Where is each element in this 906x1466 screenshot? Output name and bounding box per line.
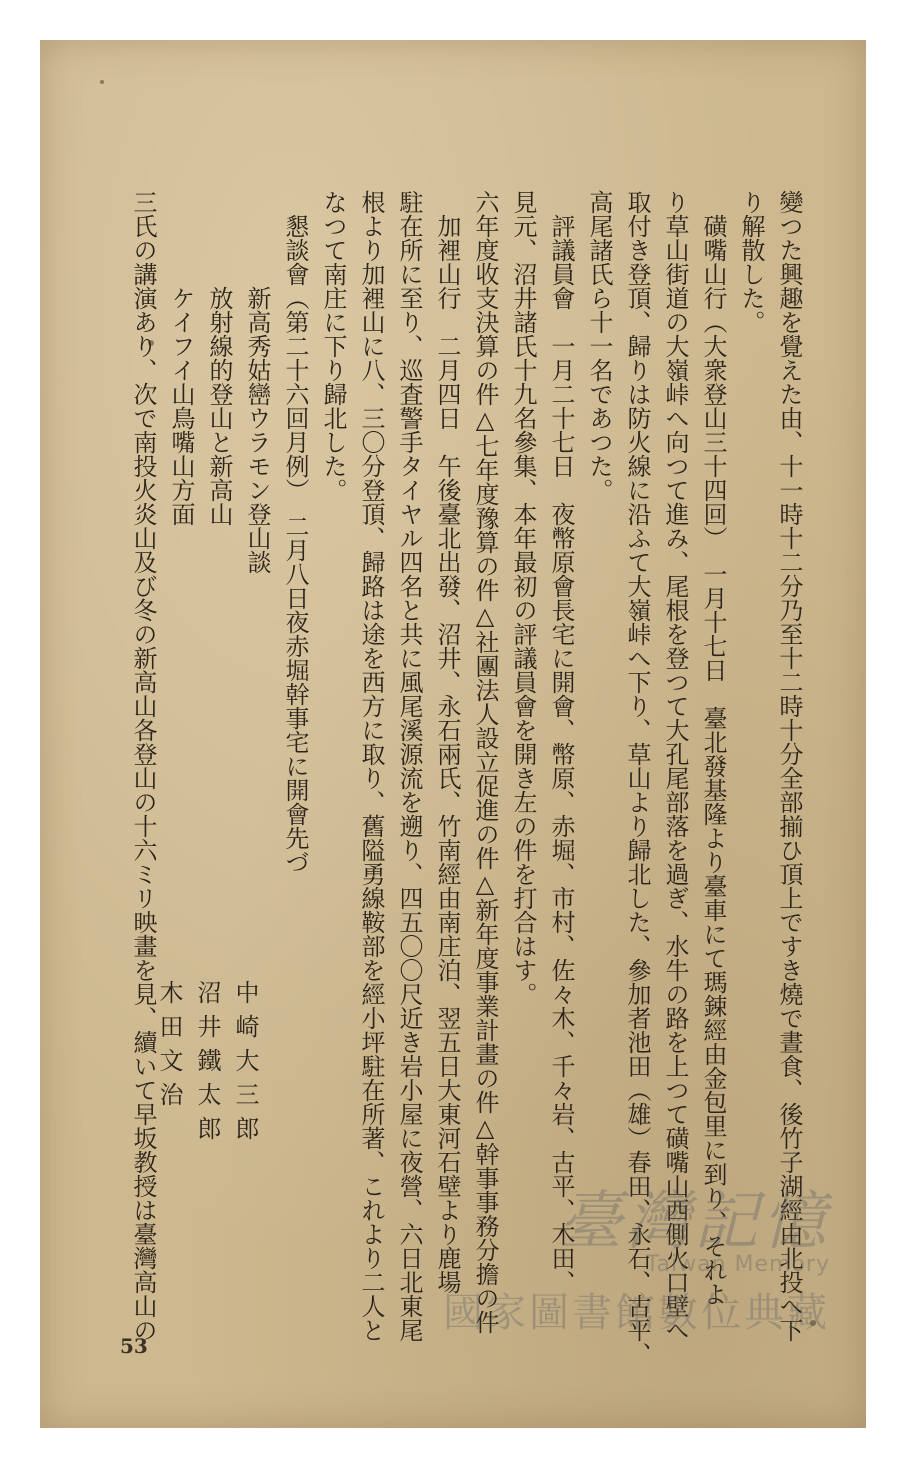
text-column-5: 取付き登頂、歸りは防火線に沿ふて大嶺峠へ下り、草山より歸北した、參加者池田（雄）春田、永石、古平、 — [623, 190, 651, 1366]
watermark-main: 臺灣記憶 — [558, 1185, 830, 1259]
text-column-12: 根より加裡山に八、三〇分登頂、歸路は途を西方に取り、舊隘勇線鞍部を經小坪駐在所著、これより二人と — [357, 190, 385, 1342]
page-number: 53 — [120, 1334, 148, 1358]
text-column-9: 六年度收支決算の件△七年度豫算の件△社團法人設立促進の件△新年度事業計畫の件△幹事事務分擔の件 — [471, 190, 499, 1334]
text-column-2: り解散した。 — [737, 190, 765, 334]
text-column-15: 新高秀姑巒ウラモン登山談 — [243, 286, 271, 574]
text-column-1: 變つた興趣を覺えた由、十一時十二分乃至十二時十分全部揃ひ頂上ですき燒で晝食、後竹子湖經由北投へ下 — [775, 190, 803, 1342]
text-column-11: 駐在所に至り、巡査警手タイヤル四名と共に風尾溪源流を遡り、四五〇〇尺近き岩小屋に夜營、六日北東尾 — [395, 190, 423, 1342]
speaker-name-3: 木田文治 — [155, 980, 183, 1116]
text-column-10: 加裡山行 二月四日 午後臺北出發、沼井、永石兩氏、竹南經由南庄泊、翌五日大東河石壁より鹿場 — [433, 214, 461, 1294]
text-column-6: 高尾諸氏ら十一名であつた。 — [585, 190, 613, 502]
text-column-4: り草山街道の大嶺峠へ向つて進み、尾根を登つて大孔尾部落を過ぎ、水牛の路を上つて磺嘴山西側火口壁へ — [661, 190, 689, 1342]
paper-speck — [100, 80, 104, 84]
text-column-8: 見元、沼井諸氏十九名參集、本年最初の評議員會を開き左の件を打合はす。 — [509, 190, 537, 1006]
text-column-13: なつて南庄に下り歸北した。 — [319, 190, 347, 502]
speaker-name-1: 中崎大三郎 — [231, 980, 259, 1150]
watermark-org: 國家圖書館數位典藏 — [443, 1290, 830, 1336]
text-column-3: 磺嘴山行（大衆登山三十四回） 一月十七日 臺北發基隆より臺車にて瑪鋉經由金包里に到り、それよ — [699, 214, 727, 1306]
watermark-sub: Taiwan Memory — [645, 1252, 830, 1277]
book-page — [40, 40, 866, 1428]
text-column-18: 三氏の講演あり、次で南投火炎山及び冬の新高山各登山の十六ミリ映畫を見、續いて早坂教授は臺灣高山の — [129, 190, 157, 1342]
text-column-7: 評議員會 一月二十七日 夜幣原會長宅に開會、幣原、赤堀、市村、佐々木、千々岩、古平、木田、 — [547, 214, 575, 1294]
text-column-16: 放射線的登山と新高山 — [205, 286, 233, 526]
watermark — [390, 1170, 830, 1338]
text-column-17: ケイフイ山鳥嘴山方面 — [167, 286, 195, 526]
speaker-name-2: 沼井鐵太郎 — [193, 980, 221, 1150]
text-column-14: 懇談會（第二十六回月例） 二月八日夜赤堀幹事宅に開會先づ — [281, 214, 309, 874]
